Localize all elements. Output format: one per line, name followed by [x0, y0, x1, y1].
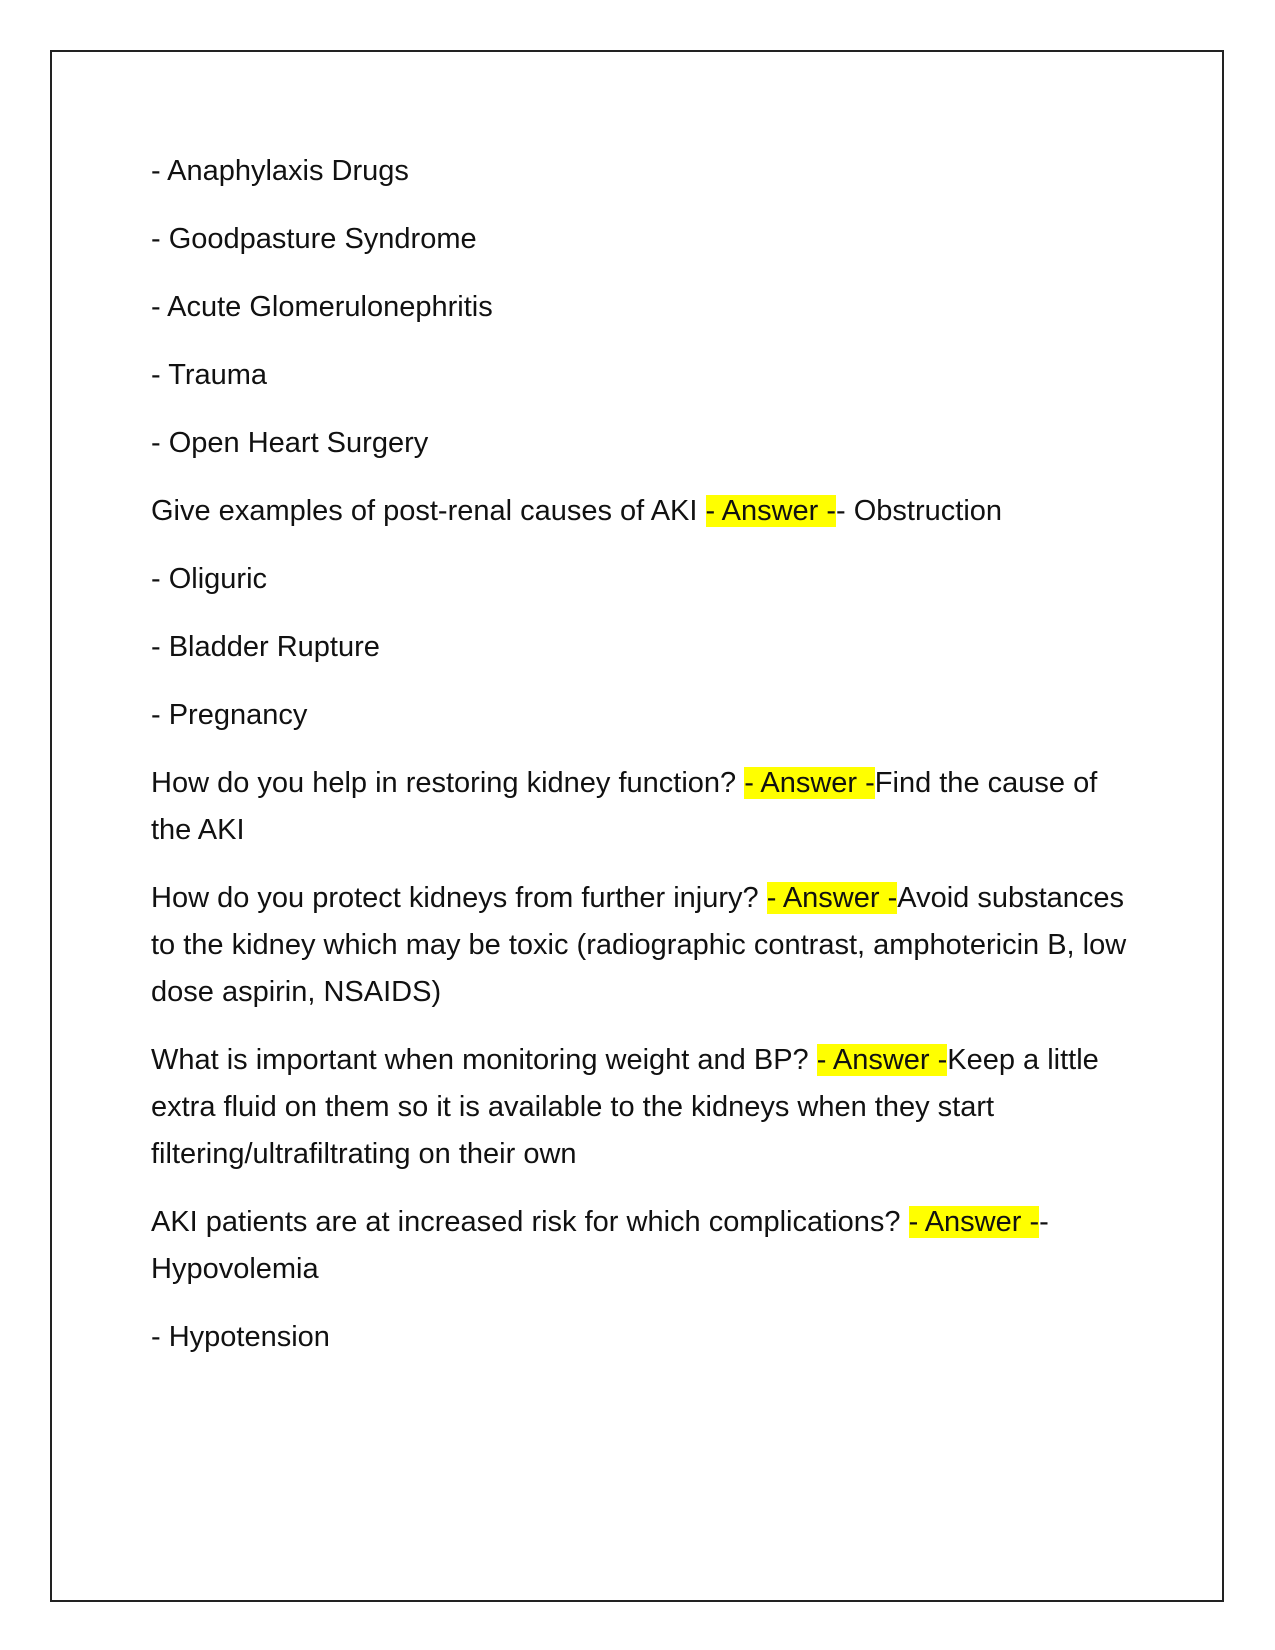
list-item: - Goodpasture Syndrome [151, 223, 477, 255]
document-body [151, 148, 1141, 1382]
answer-marker: - Answer - [766, 882, 898, 914]
question-text: What is important when monitoring weight and BP? [151, 1044, 817, 1076]
list-item: - Hypotension [151, 1321, 330, 1353]
list-item: - Open Heart Surgery [151, 427, 429, 459]
answer-text: Keep a little extra fluid on them so it is available to the kidneys when they start filtering/ultrafiltrating on their own [151, 1044, 1099, 1170]
question-text: How do you protect kidneys from further injury? [151, 882, 767, 914]
list-item: - Oliguric [151, 563, 268, 595]
answer-marker: - Answer - [705, 495, 837, 527]
qa-paragraph [151, 1037, 1141, 1178]
answer-text: - Obstruction [836, 495, 1003, 527]
qa-paragraph [151, 875, 1141, 1016]
qa-paragraph [151, 488, 1141, 535]
question-text: AKI patients are at increased risk for which complications? [151, 1206, 909, 1238]
question-text: How do you help in restoring kidney function? [151, 767, 745, 799]
list-item: - Anaphylaxis Drugs [151, 155, 409, 187]
answer-text: Find the cause of the AKI [151, 767, 1098, 846]
answer-text: - Hypovolemia [151, 1206, 1049, 1285]
qa-paragraph [151, 1199, 1141, 1293]
list-item: - Bladder Rupture [151, 631, 380, 663]
answer-marker: - Answer - [908, 1206, 1040, 1238]
list-item: - Trauma [151, 359, 268, 391]
answer-text: Avoid substances to the kidney which may be toxic (radiographic contrast, amphotericin B, low dose aspirin, NSAIDS) [151, 882, 1127, 1008]
list-item: - Acute Glomerulonephritis [151, 291, 493, 323]
question-text: Give examples of post-renal causes of AKI [151, 495, 706, 527]
list-item: - Pregnancy [151, 699, 308, 731]
qa-paragraph [151, 760, 1141, 854]
answer-marker: - Answer - [816, 1044, 948, 1076]
answer-marker: - Answer - [744, 767, 875, 799]
